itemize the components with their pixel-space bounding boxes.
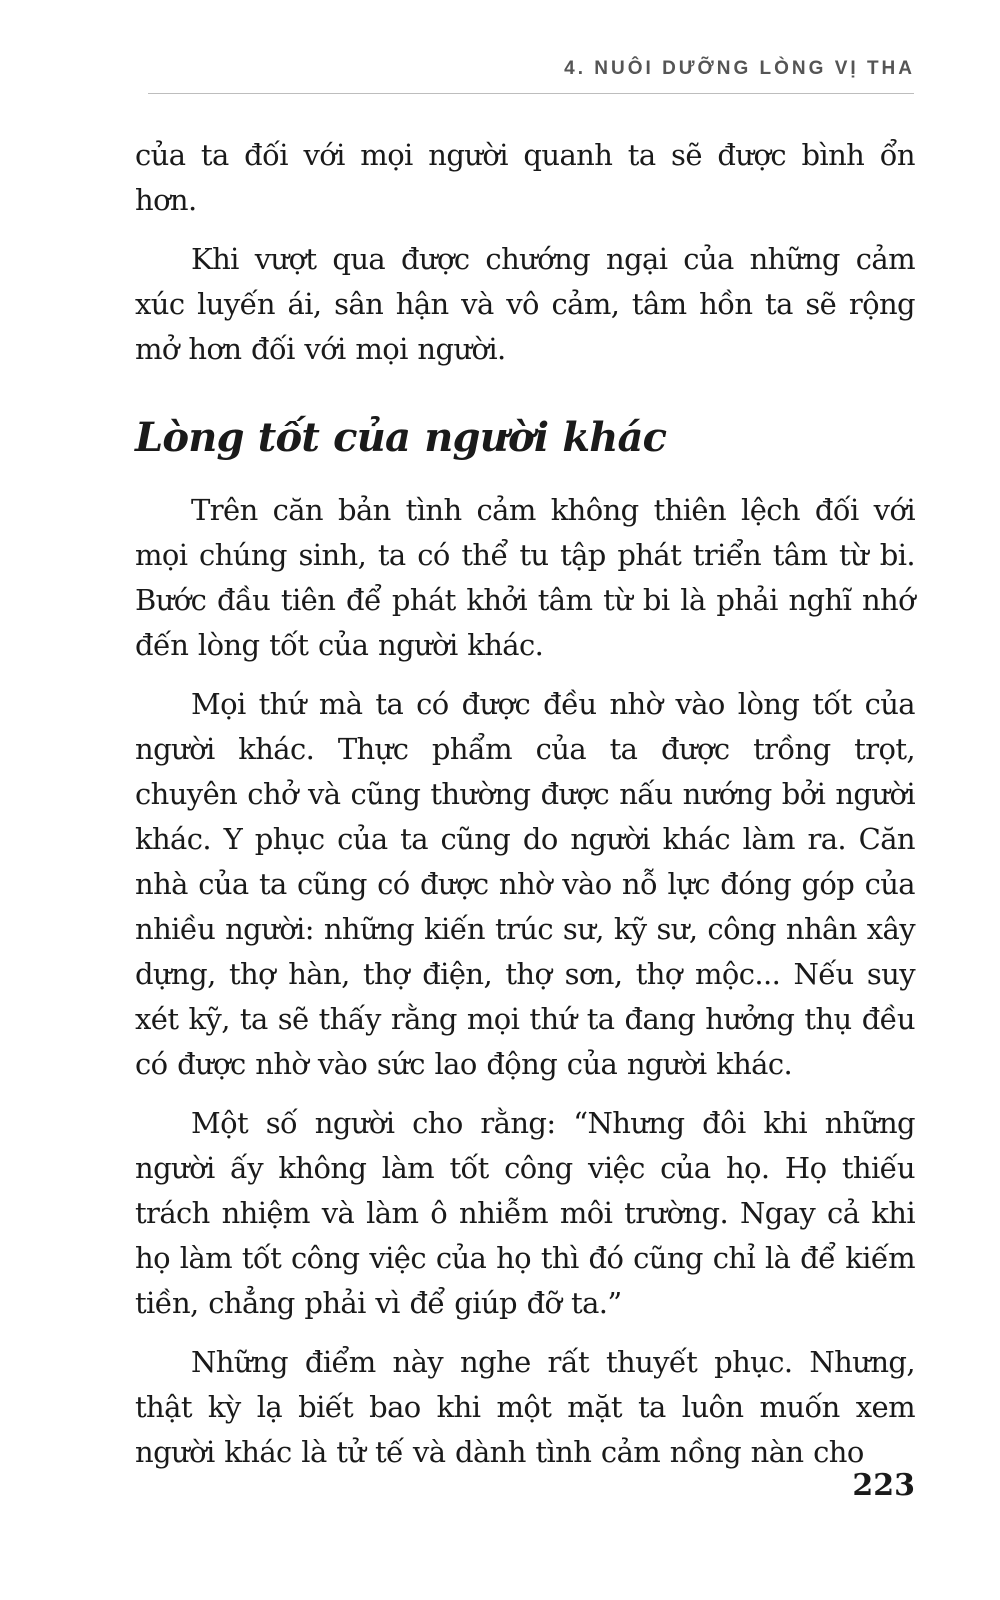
paragraph-continued: của ta đối với mọi người quanh ta sẽ được bình ổn hơn.: [135, 138, 915, 217]
paragraph: Trên căn bản tình cảm không thiên lệch đối với mọi chúng sinh, ta có thể tu tập phát triển tâm từ bi. Bước đầu tiên để phát khởi tâm từ bi là phải nghĩ nhớ đến lòng tốt của người khác.: [135, 493, 915, 662]
page-number: 223: [852, 1468, 915, 1503]
header-divider: [148, 93, 914, 94]
page-body: [135, 133, 915, 1489]
paragraph: Khi vượt qua được chướng ngại của những cảm xúc luyến ái, sân hận và vô cảm, tâm hồn ta sẽ rộng mở hơn đối với mọi người.: [135, 242, 915, 366]
running-header: 4. NUÔI DƯỠNG LÒNG VỊ THA: [564, 58, 915, 79]
paragraph: Một số người cho rằng: “Nhưng đôi khi những người ấy không làm tốt công việc của họ. Họ thiếu trách nhiệm và làm ô nhiễm môi trường. Ngay cả khi họ làm tốt công việc của họ thì đó cũng chỉ là để kiếm tiền, chẳng phải vì để giúp đỡ ta.”: [135, 1106, 915, 1320]
paragraph: Những điểm này nghe rất thuyết phục. Nhưng, thật kỳ lạ biết bao khi một mặt ta luôn muốn xem người khác là tử tế và dành tình cảm nồng nàn cho: [135, 1345, 915, 1469]
paragraph: Mọi thứ mà ta có được đều nhờ vào lòng tốt của người khác. Thực phẩm của ta được trồng trọt, chuyên chở và cũng thường được nấu nướng bởi người khác. Y phục của ta cũng do người khác làm ra. Căn nhà của ta cũng có được nhờ vào nỗ lực đóng góp của nhiều người: những kiến trúc sư, kỹ sư, công nhân xây dựng, thợ hàn, thợ điện, thợ sơn, thợ mộc... Nếu suy xét kỹ, ta sẽ thấy rằng mọi thứ ta đang hưởng thụ đều có được nhờ vào sức lao động của người khác.: [135, 687, 915, 1081]
section-heading: Lòng tốt của người khác: [135, 414, 667, 461]
